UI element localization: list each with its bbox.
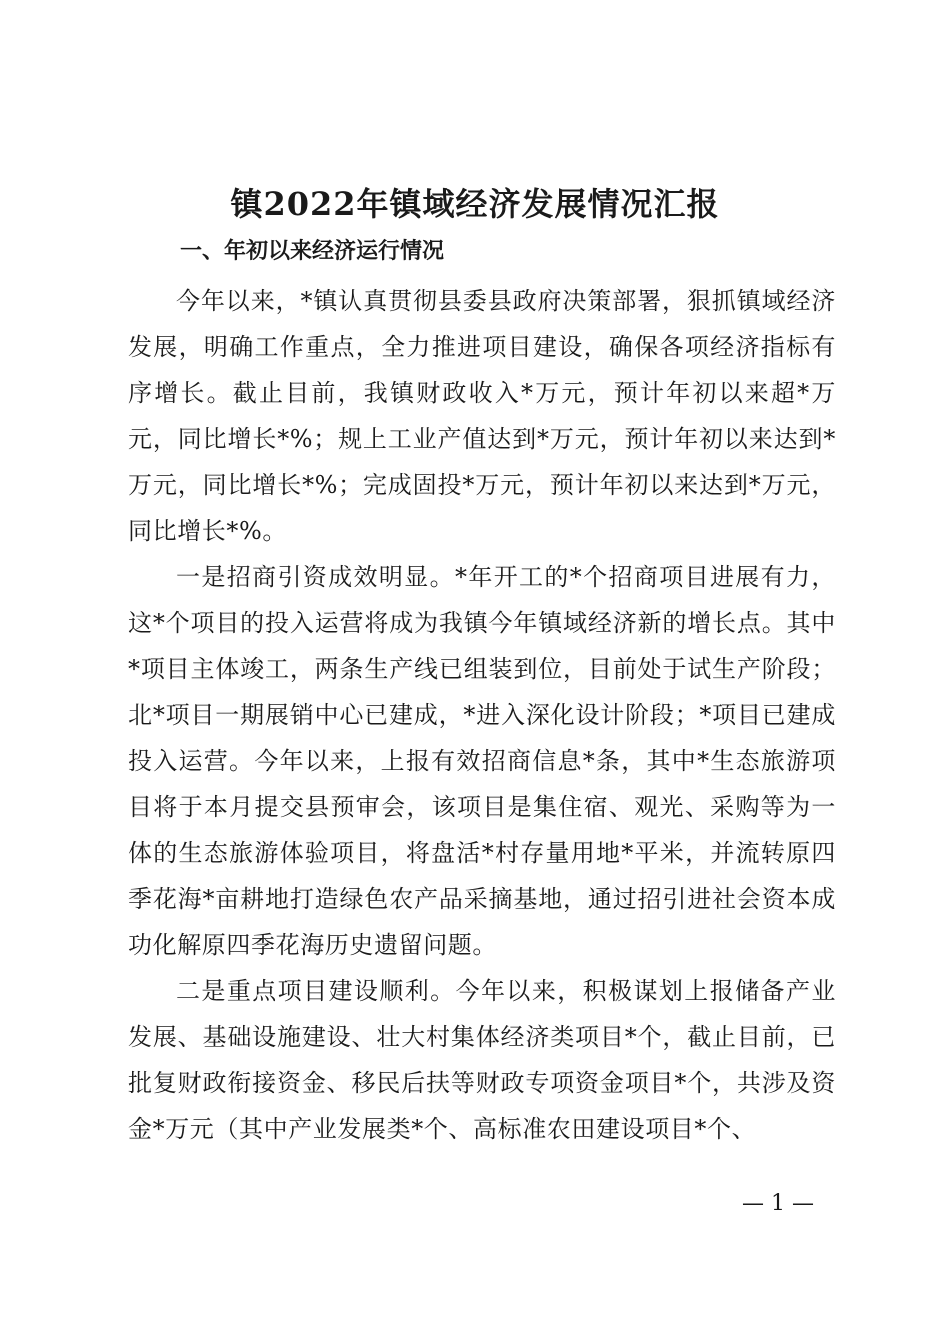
document-body xyxy=(128,278,836,1152)
section-heading: 一、年初以来经济运行情况 xyxy=(180,239,445,264)
paragraph-overview: 今年以来，*镇认真贯彻县委县政府决策部署，狠抓镇域经济发展，明确工作重点，全力推进项目建设，确保各项经济指标有序增长。截止目前，我镇财政收入*万元，预计年初以来超*万元，同比增长*%；规上工业产值达到*万元，预计年初以来达到*万元，同比增长*%；完成固投*万元，预计年初以来达到*万元，同比增长*%。 xyxy=(128,287,836,545)
document-title: 镇2022年镇域经济发展情况汇报 xyxy=(230,185,720,223)
page-number: — 1 — xyxy=(742,1191,814,1216)
paragraph-key-projects: 二是重点项目建设顺利。今年以来，积极谋划上报储备产业发展、基础设施建设、壮大村集体经济类项目*个，截止目前，已批复财政衔接资金、移民后扶等财政专项资金项目*个，共涉及资金*万元（其中产业发展类*个、高标准农田建设项目*个、 xyxy=(128,977,836,1143)
paragraph-investment: 一是招商引资成效明显。*年开工的*个招商项目进展有力，这*个项目的投入运营将成为我镇今年镇域经济新的增长点。其中*项目主体竣工，两条生产线已组装到位，目前处于试生产阶段；北*项目一期展销中心已建成，*进入深化设计阶段；*项目已建成投入运营。今年以来，上报有效招商信息*条，其中*生态旅游项目将于本月提交县预审会，该项目是集住宿、观光、采购等为一体的生态旅游体验项目，将盘活*村存量用地*平米，并流转原四季花海*亩耕地打造绿色农产品采摘基地，通过招引进社会资本成功化解原四季花海历史遗留问题。 xyxy=(128,563,836,959)
